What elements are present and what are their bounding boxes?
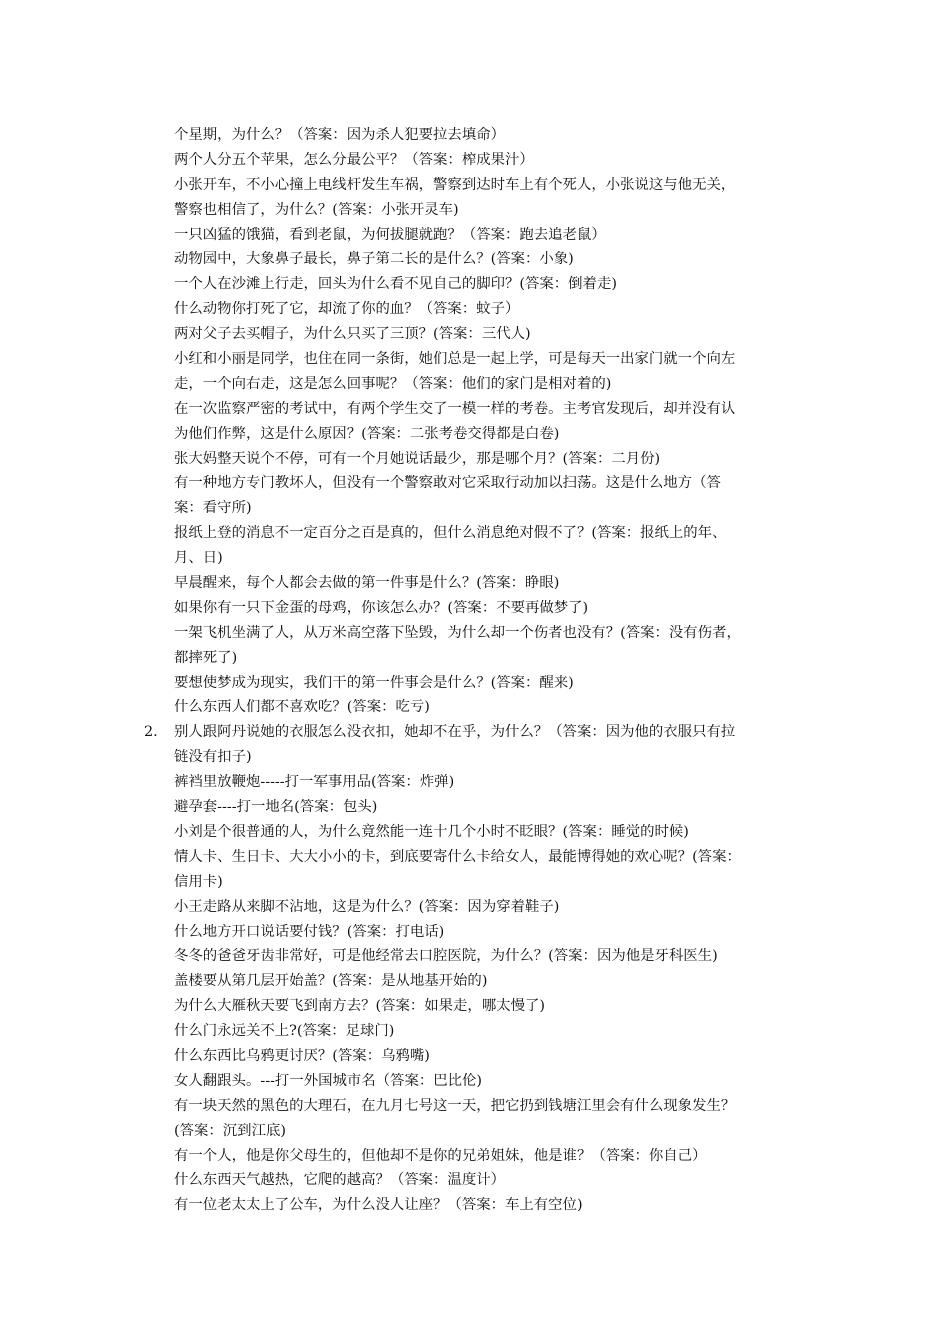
- text-line: [174, 521, 818, 546]
- line-text: 报纸上登的消息不一定百分之百是真的，但什么消息绝对假不了？(答案：报纸上的年、: [174, 525, 727, 542]
- line-text: 一个人在沙滩上行走，回头为什么看不见自己的脚印？(答案：倒着走): [174, 276, 617, 293]
- text-line: [174, 1119, 818, 1144]
- line-text: 什么东西人们都不喜欢吃？(答案：吃亏): [174, 699, 430, 716]
- text-line: [174, 1193, 818, 1218]
- line-text: 冬冬的爸爸牙齿非常好，可是他经常去口腔医院，为什么？(答案：因为他是牙科医生): [174, 948, 718, 965]
- text-line: [174, 994, 818, 1019]
- line-text: 小红和小丽是同学，也住在同一条街，她们总是一起上学，可是每天一出家门就一个向左: [174, 351, 736, 368]
- line-text: 小刘是个很普通的人，为什么竟然能一连十几个小时不眨眼？(答案：睡觉的时候): [174, 823, 689, 840]
- line-text: 有一个人，他是你父母生的，但他却不是你的兄弟姐妹，他是谁？（答案：你自己）: [174, 1147, 707, 1164]
- text-line: [174, 471, 818, 496]
- text-line: [174, 571, 818, 596]
- line-text: 有一块天然的黑色的大理石，在九月七号这一天，把它扔到钱塘江里会有什么现象发生？: [174, 1097, 736, 1114]
- line-text: 一只凶猛的饿猫，看到老鼠，为何拔腿就跑？（答案：跑去追老鼠）: [174, 226, 606, 243]
- text-line: [174, 1168, 818, 1193]
- text-line: [174, 745, 818, 770]
- line-text: 小王走路从来脚不沾地，这是为什么？(答案：因为穿着鞋子): [174, 898, 560, 915]
- line-text: 两对父子去买帽子，为什么只买了三顶？(答案：三代人): [174, 326, 531, 343]
- line-text: 个星期，为什么？（答案：因为杀人犯要拉去填命）: [174, 127, 505, 143]
- line-text: 两个人分五个苹果，怎么分最公平？（答案：榨成果汁）: [174, 151, 534, 168]
- line-text: (答案：沉到江底): [174, 1122, 286, 1139]
- line-text: 要想使梦成为现实，我们干的第一件事会是什么？(答案：醒来): [174, 674, 574, 691]
- line-text: 为他们作弊，这是什么原因？(答案：二张考卷交得都是白卷): [174, 425, 560, 442]
- line-text: 女人翻跟头。---打一外国城市名（答案：巴比伦): [174, 1072, 483, 1089]
- line-text: 什么地方开口说话要付钱？(答案：打电话): [174, 923, 445, 940]
- text-line: [174, 920, 818, 945]
- line-text: 张大妈整天说个不停，可有一个月她说话最少，那是哪个月？(答案：二月份): [174, 450, 661, 467]
- line-text: 小张开车，不小心撞上电线杆发生车祸，警察到达时车上有个死人，小张说这与他无关，: [174, 176, 736, 193]
- text-line: [174, 770, 818, 795]
- text-line: [174, 1069, 818, 1094]
- text-line: [174, 695, 818, 720]
- text-line: [174, 820, 818, 845]
- text-line: [174, 870, 818, 895]
- text-line: [174, 322, 818, 347]
- line-text: 都摔死了): [174, 649, 238, 666]
- text-line: [174, 347, 818, 372]
- line-text: 有一种地方专门教坏人，但没有一个警察敢对它采取行动加以扫荡。这是什么地方（答: [174, 475, 721, 492]
- line-text: 别人跟阿丹说她的衣服怎么没衣扣，她却不在乎，为什么？（答案：因为他的衣服只有拉: [174, 724, 736, 741]
- line-text: 走，一个向右走，这是怎么回事呢？（答案：他们的家门是相对着的): [174, 375, 612, 392]
- text-line: [174, 397, 818, 422]
- text-line: [174, 795, 818, 820]
- line-text: 裤裆里放鞭炮-----打一军事用品(答案：炸弹): [174, 774, 455, 791]
- line-text: 有一位老太太上了公车，为什么没人让座？（答案：车上有空位): [174, 1197, 583, 1214]
- text-line: [174, 148, 818, 173]
- text-line: [174, 372, 818, 397]
- line-text: 早晨醒来，每个人都会去做的第一件事是什么？(答案：睁眼): [174, 575, 560, 592]
- line-text: 一架飞机坐满了人，从万米高空落下坠毁，为什么却一个伤者也没有？(答案：没有伤者，: [174, 624, 741, 641]
- line-text: 信用卡): [174, 873, 223, 890]
- line-text: 警察也相信了，为什么？(答案：小张开灵车): [174, 201, 459, 218]
- text-line: [174, 422, 818, 447]
- text-line: [144, 720, 818, 745]
- line-text: 动物园中，大象鼻子最长，鼻子第二长的是什么？(答案：小象): [174, 251, 574, 268]
- line-text: 链没有扣子): [174, 749, 252, 766]
- text-line: [174, 621, 818, 646]
- text-line: [174, 198, 818, 223]
- list-marker: 2.: [144, 724, 158, 741]
- line-text: 如果你有一只下金蛋的母鸡，你该怎么办？(答案：不要再做梦了): [174, 599, 589, 616]
- text-line: [174, 447, 818, 472]
- text-line: [174, 671, 818, 696]
- line-text: 案：看守所): [174, 500, 252, 517]
- text-line: [174, 272, 818, 297]
- line-text: 盖楼要从第几层开始盖？(答案：是从地基开始的): [174, 973, 488, 990]
- text-line: [174, 969, 818, 994]
- line-text: 什么动物你打死了它，却流了你的血？（答案：蚊子）: [174, 301, 520, 318]
- line-text: 什么门永远关不上?(答案：足球门): [174, 1023, 395, 1040]
- text-line: [174, 845, 818, 870]
- text-line: [174, 123, 818, 148]
- line-text: 情人卡、生日卡、大大小小的卡，到底要寄什么卡给女人，最能博得她的欢心呢？(答案：: [174, 848, 741, 865]
- text-line: [174, 546, 818, 571]
- text-line: [174, 596, 818, 621]
- text-line: [174, 1044, 818, 1069]
- text-line: [174, 1144, 818, 1169]
- line-text: 在一次监察严密的考试中，有两个学生交了一模一样的考卷。主考官发现后，却并没有认: [174, 400, 736, 417]
- line-text: 什么东西比乌鸦更讨厌？(答案：乌鸦嘴): [174, 1047, 430, 1064]
- line-text: 避孕套----打一地名(答案：包头): [174, 799, 378, 816]
- text-line: [174, 895, 818, 920]
- text-line: [174, 247, 818, 272]
- text-line: [174, 1094, 818, 1119]
- text-line: [174, 496, 818, 521]
- text-line: [174, 173, 818, 198]
- text-line: [174, 1019, 818, 1044]
- riddle-list: [144, 123, 818, 1218]
- line-text: 什么东西天气越热，它爬的越高？（答案：温度计）: [174, 1172, 505, 1189]
- text-line: [174, 944, 818, 969]
- text-line: [174, 646, 818, 671]
- line-text: 为什么大雁秋天要飞到南方去？(答案：如果走，哪太慢了): [174, 998, 545, 1015]
- text-line: [174, 223, 818, 248]
- text-line: [174, 297, 818, 322]
- line-text: 月、日): [174, 550, 223, 567]
